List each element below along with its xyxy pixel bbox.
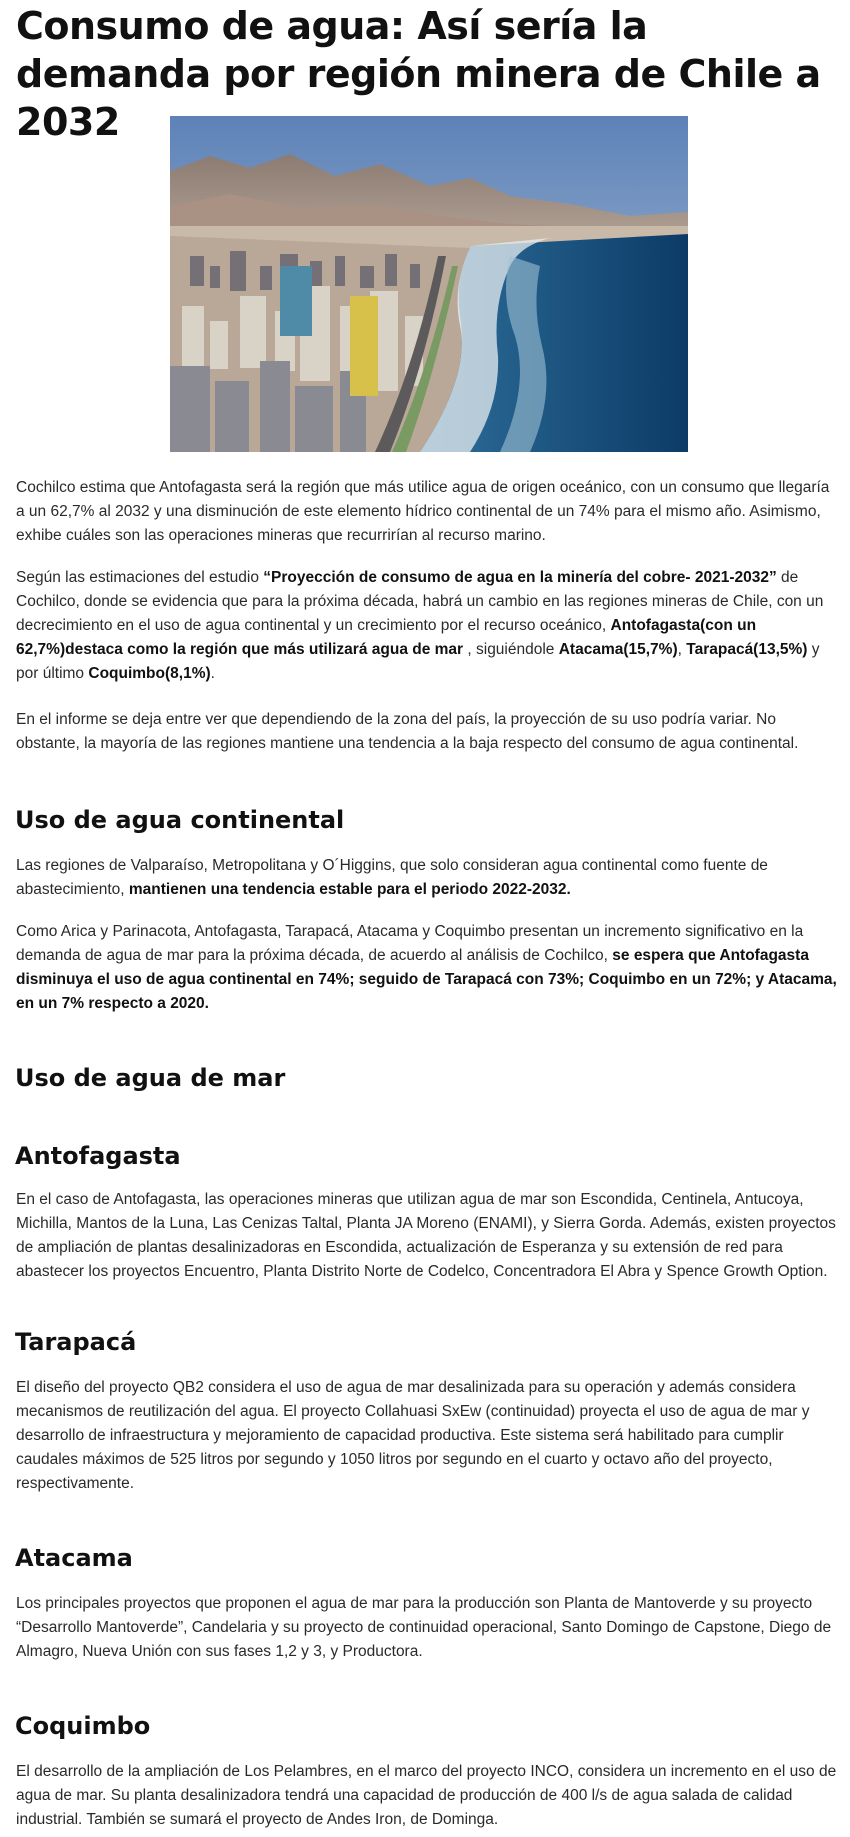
- antofagasta-paragraph: En el caso de Antofagasta, las operaciones mineras que utilizan agua de mar son Escondida, Centinela, Antucoya, Michilla, Mantos de la Luna, Las Cenizas Taltal, Planta JA Moreno (ENAMI), y Sierra Gorda. Además, existen proyectos de ampliación de plantas desalinizadoras en Escondida, actualización de Esperanza y su extensión de red para abastecer los proyectos Encuentro, Planta Distrito Norte de Codelco, Concentradora El Abra y Spence Growth Option.: [16, 1191, 836, 1280]
- atacama-highlight: Atacama(15,7%): [558, 641, 678, 658]
- hero-image-coastal-city: [170, 116, 688, 452]
- continental-paragraph-1: Las regiones de Valparaíso, Metropolitana y O´Higgins, que solo consideran agua continental como fuente de abastecimiento, mantienen una tendencia estable para el periodo 2022-2032.: [16, 857, 768, 898]
- study-paragraph: Según las estimaciones del estudio “Proyección de consumo de agua en la minería del cobre- 2021-2032” de Cochilco, donde se evidencia que para la próxima década, habrá un cambio en las regiones mineras de Chile, con un decrecimiento en el uso de agua continental y un crecimiento por el recurso oceánico, Antofagasta(con un 62,7%)destaca como la región que más utilizará agua de mar , siguiéndole Atacama(15,7%), Tarapacá(13,5%) y por último Coquimbo(8,1%).: [16, 569, 824, 682]
- coquimbo-paragraph: El desarrollo de la ampliación de Los Pelambres, en el marco del proyecto INCO, considera un incremento en el uso de agua de mar. Su planta desalinizadora tendrá una capacidad de producción de 400 l/s de agua salada de calidad industrial. También se sumará el proyecto de Andes Iron, de Dominga.: [16, 1763, 837, 1828]
- tarapaca-paragraph: El diseño del proyecto QB2 considera el uso de agua de mar desalinizada para su operación y además considera mecanismos de reutilización del agua. El proyecto Collahuasi SxEw (continuidad) proyecta el uso de agua de mar y desarrollo de infraestructura y mejoramiento de capacidad productiva. Este sistema será habilitado para cumplir caudales máximos de 525 litros por segundo y 1050 litros por segundo en el cuarto y octavo año del proyecto, respectivamente.: [16, 1379, 810, 1492]
- article-title: Consumo de agua: Así sería la demanda por región minera de Chile a 2032: [16, 4, 821, 144]
- section-heading-coquimbo: Coquimbo: [15, 1712, 151, 1740]
- intro-paragraph: Cochilco estima que Antofagasta será la región que más utilice agua de origen oceánico, con un consumo que llegaría a un 62,7% al 2032 y una disminución de este elemento hídrico continental de un 74% para el mismo año. Asimismo, exhibe cuáles son las operaciones mineras que recurrirían al recurso marino.: [16, 479, 830, 544]
- section-heading-tarapaca: Tarapacá: [15, 1328, 137, 1356]
- tarapaca-highlight: Tarapacá(13,5%): [686, 641, 808, 658]
- section-heading-continental: Uso de agua continental: [15, 806, 345, 834]
- coquimbo-highlight: Coquimbo(8,1%): [88, 665, 211, 682]
- section-heading-mar: Uso de agua de mar: [15, 1064, 286, 1092]
- report-paragraph: En el informe se deja entre ver que dependiendo de la zona del país, la proyección de su uso podría variar. No obstante, la mayoría de las regiones mantiene una tendencia a la baja respecto del consumo de agua continental.: [16, 711, 799, 752]
- atacama-paragraph: Los principales proyectos que proponen el agua de mar para la producción son Planta de Mantoverde y su proyecto “Desarrollo Mantoverde”, Candelaria y su proyecto de continuidad operacional, Santo Domingo de Capstone, Diego de Almagro, Nueva Unión con sus fases 1,2 y 3, y Productora.: [16, 1595, 832, 1660]
- study-title: “Proyección de consumo de agua en la minería del cobre- 2021-2032”: [263, 569, 777, 586]
- section-heading-antofagasta: Antofagasta: [15, 1142, 181, 1170]
- continental-paragraph-2: Como Arica y Parinacota, Antofagasta, Tarapacá, Atacama y Coquimbo presentan un incremento significativo en la demanda de agua de mar para la próxima década, de acuerdo al análisis de Cochilco, se espera que Antofagasta disminuya el uso de agua continental en 74%; seguido de Tarapacá con 73%; Coquimbo en un 72%; y Atacama, en un 7% respecto a 2020.: [16, 923, 837, 1012]
- antofagasta-highlight: Antofagasta(con un 62,7%)destaca como la región que más utilizará agua de mar: [16, 617, 757, 658]
- section-heading-atacama: Atacama: [15, 1544, 133, 1572]
